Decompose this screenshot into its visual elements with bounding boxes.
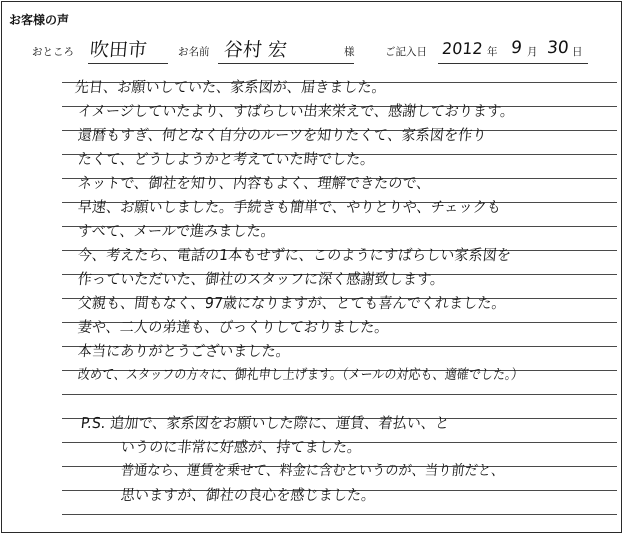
handwritten-line: 作っていただいた、御社のスタッフに深く感謝致します。 — [77, 270, 446, 288]
handwritten-line: 妻や、二人の弟達も、びっくりしておりました。 — [77, 318, 390, 336]
handwritten-line: いうのに非常に好感が、持てました。 — [120, 438, 363, 456]
day-value: 30 — [546, 38, 570, 58]
handwritten-line: 本当にありがとうございました。 — [77, 342, 291, 360]
month-unit: 月 — [527, 46, 538, 58]
handwritten-line: 今、考えたら、電話の1本もせずに、このようにすばらしい家系図を — [77, 246, 513, 264]
handwritten-line: たくて、どうしようかと考えていた時でした。 — [77, 150, 376, 168]
handwritten-line: ネットで、御社を知り、内容もよく、理解できたので、 — [77, 174, 432, 192]
address-value: 吹田市 — [88, 39, 148, 61]
ruled-line — [62, 394, 617, 395]
year-value: 2012 — [441, 39, 484, 58]
handwritten-line: 父親も、間もなく、97歳になりますが、とても喜んでくれました。 — [77, 294, 507, 312]
handwritten-line: 早速、お願いしました。手続きも簡単で、やりとりや、チェックも — [77, 198, 502, 216]
header-row — [2, 34, 623, 68]
date-underline — [438, 63, 588, 64]
name-suffix: 様 — [344, 46, 355, 58]
handwritten-line: P.S. 追加で、家系図をお願いした際に、運賃、着払い、と — [80, 414, 451, 432]
ruled-line — [62, 514, 617, 515]
handwritten-line: 改めて、スタッフの方々に、御礼申し上げます。（メールの対応も、適確でした。） — [77, 367, 525, 383]
name-value: 谷村 宏 — [222, 39, 288, 61]
month-value: 9 — [510, 38, 523, 58]
address-label: おところ — [32, 46, 74, 58]
form-title: お客様の声 — [9, 13, 70, 27]
address-underline — [88, 63, 168, 64]
year-unit: 年 — [487, 46, 498, 58]
handwritten-line: 還暦もすぎ、何となく自分のルーツを知りたくて、家系図を作り — [77, 126, 488, 144]
handwritten-line: 先日、お願いしていた、家系図が、届きました。 — [74, 78, 387, 96]
handwritten-line: 普通なら、運賃を乗せて、料金に含むというのが、当り前だと、 — [120, 463, 506, 479]
name-underline — [218, 63, 354, 64]
handwritten-line: すべて、メールで進みました。 — [77, 222, 276, 240]
testimonial-card — [1, 1, 622, 533]
name-label: お名前 — [178, 46, 210, 58]
date-label: ご記入日 — [385, 46, 427, 58]
handwritten-line: 思いますが、御社の良心を感じました。 — [120, 486, 377, 504]
day-unit: 日 — [572, 46, 583, 58]
handwritten-line: イメージしていたより、すばらしい出来栄えで、感謝しております。 — [77, 102, 516, 120]
